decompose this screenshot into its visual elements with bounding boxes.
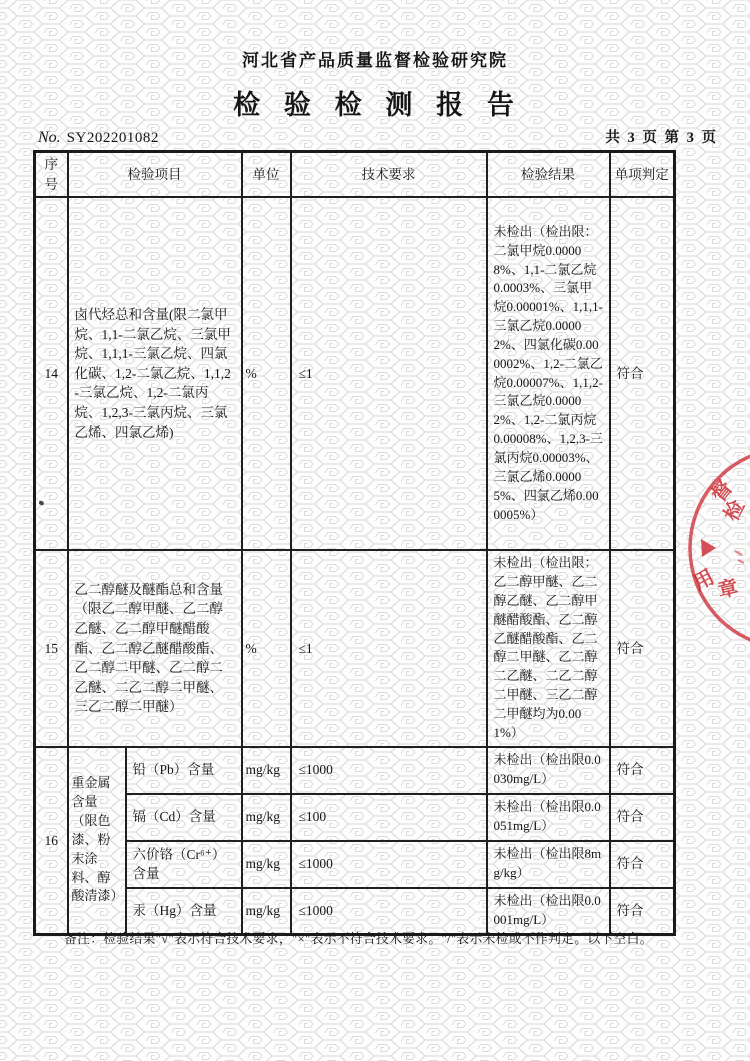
row-no: 14 [35,197,68,550]
report-number-value: SY202201082 [66,130,159,146]
judgment-cell: 符合 [610,841,675,888]
footer-note: 备注：检验结果"√"表示符合技术要求，"×"表示不符合技术要求。"/"表示未检或不作判定。以下空白。 [64,932,653,946]
result-cell: 未检出（检出限8mg/kg） [487,841,610,888]
item-cell: 卤代烃总和含量(限二氯甲烷、1,1-二氯乙烷、三氯甲烷、1,1,1-三氯乙烷、四氯化碳、1,2-二氯乙烷、1,1,2-三氯乙烷、1,2-二氯丙烷、1,2,3-三氯丙烷、三氯乙烯、四氯乙烯) [68,197,242,550]
col-header-requirement: 技术要求 [291,152,487,198]
result-cell: 未检出（检出限：二氯甲烷0.00008%、1,1-二氯乙烷0.0003%、三氯甲烷0.00001%、1,1,1-三氯乙烷0.00002%、四氯化碳0.000002%、1,2-二氯乙烷0.00007%、1,1,2-三氯乙烷0.00002%、1,2-二氯丙烷0.00008%、1,2,3-三氯丙烷0.00003%、三氯乙烯0.00005%、四氯乙烯0.000005%） [487,197,610,550]
requirement-cell: ≤1 [291,197,487,550]
table-row [35,747,675,794]
results-table [33,150,676,936]
table-row [35,794,675,841]
stamp-star-point [701,539,716,557]
organization-name: 河北省产品质量监督检验研究院 [242,51,508,70]
unit-cell: mg/kg [242,747,291,794]
requirement-cell: ≤1000 [291,888,487,935]
unit-cell: mg/kg [242,888,291,935]
item-cell: 乙二醇醚及醚酯总和含量（限乙二醇甲醚、乙二醇乙醚、乙二醇甲醚醋酸酯、乙二醇乙醚醋酸酯、乙二醇二甲醚、乙二醇二乙醚、二乙二醇二甲醚、三乙二醇二甲醚） [68,550,242,746]
row-no: 15 [35,550,68,746]
requirement-cell: ≤1000 [291,841,487,888]
table-row [35,197,675,550]
col-header-result: 检验结果 [487,152,610,198]
unit-cell: % [242,197,291,550]
col-header-judgment: 单项判定 [610,152,675,198]
table-header-row [35,152,675,198]
stamp-bottom-char: 用 [690,566,719,595]
judgment-cell: 符合 [610,794,675,841]
report-title: 检 验 检 测 报 告 [233,90,517,120]
report-meta-line [38,126,718,147]
result-cell: 未检出（检出限：乙二醇甲醚、乙二醇乙醚、乙二醇甲醚醋酸酯、乙二醇乙醚醋酸酯、乙二醇二甲醚、乙二醇二乙醚、二乙二醇二甲醚、三乙二醇二甲醚均为0.001%） [487,550,610,746]
result-cell: 未检出（检出限0.0051mg/L） [487,794,610,841]
report-number-label: No. [38,129,61,146]
item-cell: 镉（Cd）含量 [126,794,242,841]
red-seal-stamp-icon [650,425,750,665]
unit-cell: % [242,550,291,746]
item-cell: 汞（Hg）含量 [126,888,242,935]
col-header-item: 检验项目 [68,152,242,198]
requirement-cell: ≤100 [291,794,487,841]
requirement-cell: ≤1000 [291,747,487,794]
stamp-bottom-char: 章 [715,576,741,603]
item-cell: 六价铬（Cr⁶⁺）含量 [126,841,242,888]
result-cell: 未检出（检出限0.0030mg/L） [487,747,610,794]
stamp-arc-char: 检 [720,496,750,525]
judgment-cell: 符合 [610,197,675,550]
result-cell: 未检出（检出限0.0001mg/L） [487,888,610,935]
judgment-cell: 符合 [610,747,675,794]
stamp-arc-char: 督 [707,476,738,507]
row-no: 16 [35,747,68,935]
report-number [38,129,159,147]
table-row [35,841,675,888]
group-label-cell: 重金属含量（限色漆、粉末涂料、醇酸清漆） [68,747,126,935]
col-header-unit: 单位 [242,152,291,198]
unit-cell: mg/kg [242,841,291,888]
col-header-no: 序号 [35,152,68,198]
table-row [35,550,675,746]
item-cell: 铅（Pb）含量 [126,747,242,794]
unit-cell: mg/kg [242,794,291,841]
stamp-text-fragment [735,551,744,563]
judgment-cell: 符合 [610,888,675,935]
judgment-cell: 符合 [610,550,675,746]
page-count: 共 3 页 第 3 页 [605,130,718,146]
requirement-cell: ≤1 [291,550,487,746]
